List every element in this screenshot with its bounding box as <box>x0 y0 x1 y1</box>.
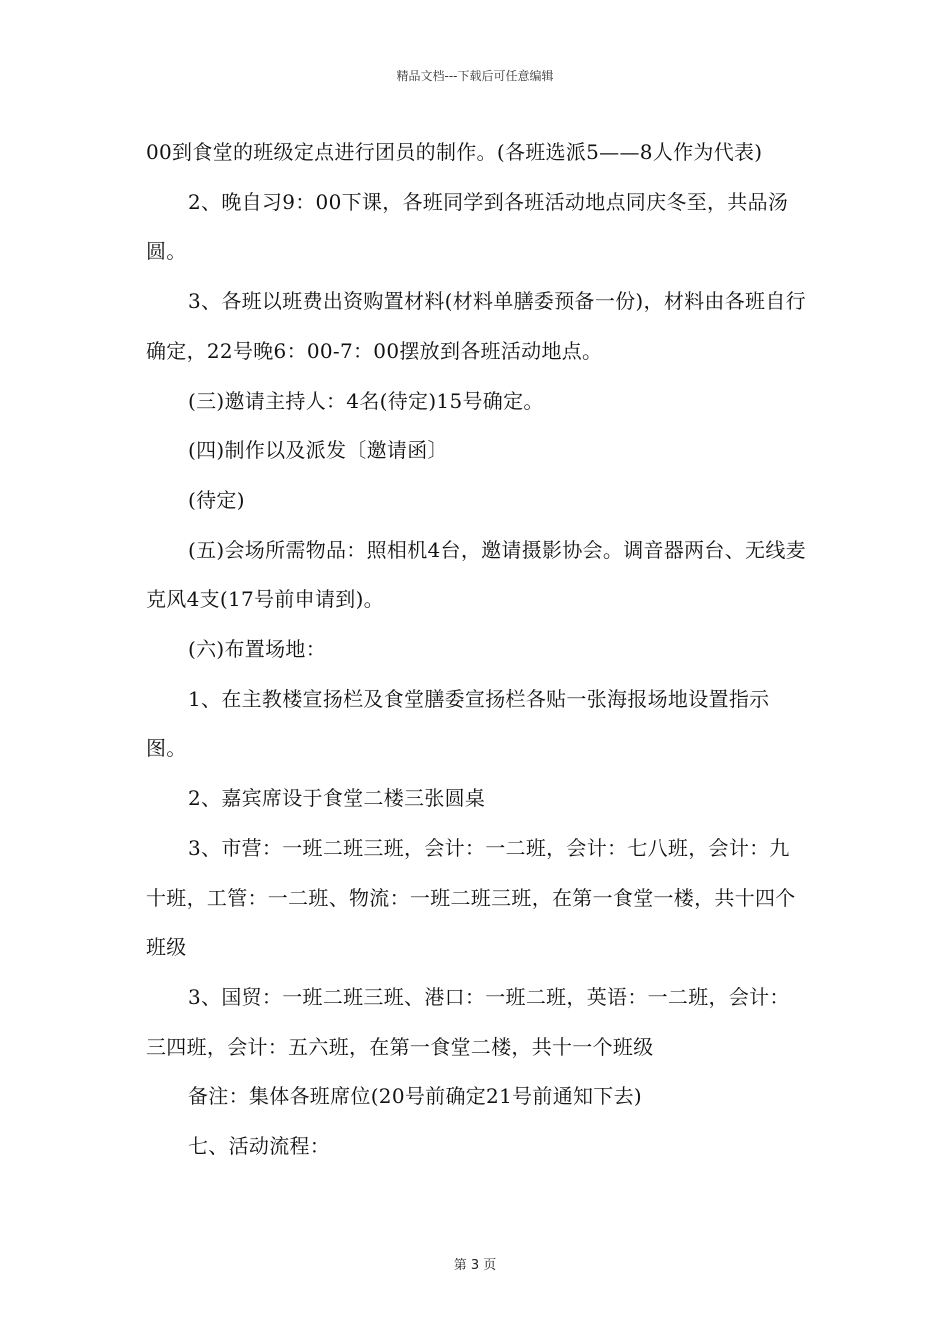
paragraph: (待定) <box>188 487 245 512</box>
document-body <box>146 128 810 1172</box>
paragraph: 00到食堂的班级定点进行团员的制作。(各班选派5——8人作为代表) <box>146 140 763 164</box>
paragraph: 2、晚自习9：00下课，各班同学到各班活动地点同庆冬至，共品汤圆。 <box>146 189 789 264</box>
paragraph: 3、各班以班费出资购置材料(材料单膳委预备一份)，材料由各班自行确定，22号晚6：00-7：00摆放到各班活动地点。 <box>146 289 806 363</box>
paragraph: (三)邀请主持人：4名(待定)15号确定。 <box>188 388 544 413</box>
paragraph: 3、市营：一班二班三班，会计：一二班，会计：七八班，会计：九十班，工管：一二班、物流：一班二班三班，在第一食堂一楼，共十四个班级 <box>146 835 796 960</box>
paragraph: 备注：集体各班席位(20号前确定21号前通知下去) <box>188 1084 643 1109</box>
page-number: 第 3 页 <box>453 1258 497 1273</box>
paragraph: (四)制作以及派发〔邀请函〕 <box>188 438 448 463</box>
page-header: 精品文档---下载后可任意编辑 <box>396 69 554 83</box>
paragraph: 1、在主教楼宣扬栏及食堂膳委宣扬栏各贴一张海报场地设置指示图。 <box>146 686 770 761</box>
paragraph: 2、嘉宾席设于食堂二楼三张圆桌 <box>188 786 486 811</box>
paragraph: 七、活动流程： <box>188 1134 331 1159</box>
paragraph: 3、国贸：一班二班三班、港口：一班二班，英语：一二班，会计：三四班，会计：五六班，在第一食堂二楼，共十一个班级 <box>146 984 790 1059</box>
paragraph: (五)会场所需物品：照相机4台，邀请摄影协会。调音器两台、无线麦克风4支(17号前申请到)。 <box>146 537 806 612</box>
paragraph: (六)布置场地： <box>188 637 327 662</box>
